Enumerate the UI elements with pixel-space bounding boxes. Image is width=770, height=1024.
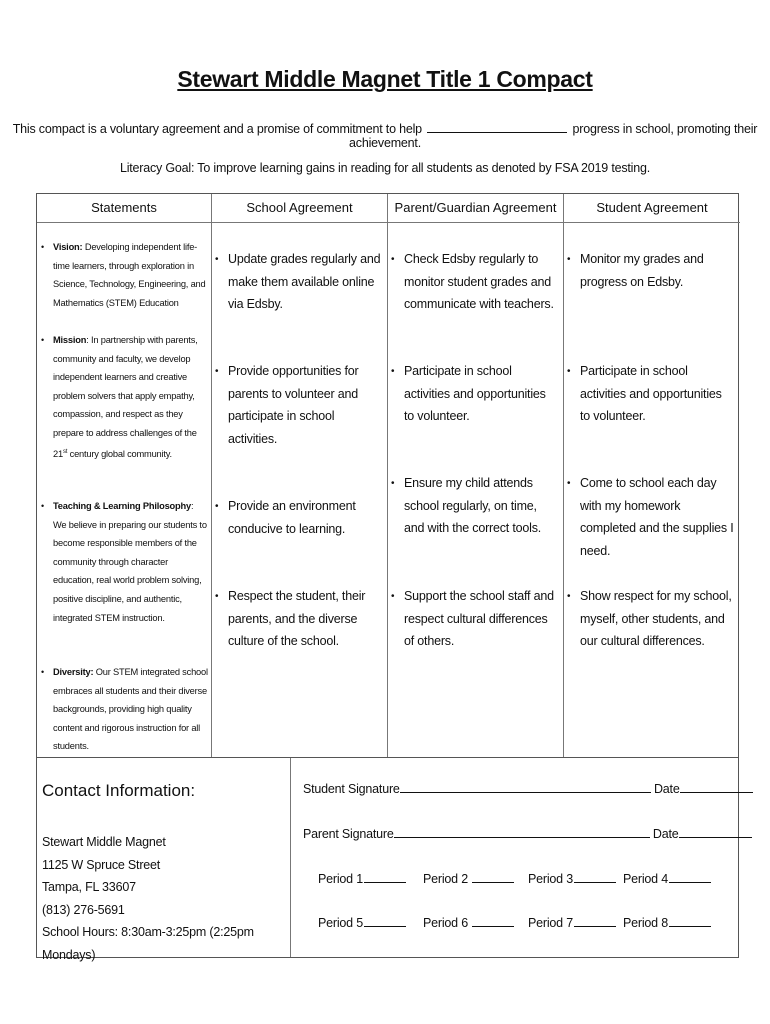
school-item <box>215 495 382 540</box>
period-8 <box>623 915 711 930</box>
teaching-text: : We believe in preparing our students to become responsible members of the community through character education, real world problem solving, positive discipline, and authentic, integrated STEM instruction. <box>53 501 207 623</box>
period-5-field[interactable] <box>364 915 406 927</box>
bullet-icon: • <box>391 591 395 602</box>
bullet-icon: • <box>391 254 395 265</box>
period-2-field[interactable] <box>472 871 514 883</box>
student-signature-row <box>303 781 753 796</box>
school-item <box>215 248 382 316</box>
school-phone: (813) 276-5691 <box>42 902 125 917</box>
contact-title: Contact Information: <box>42 781 196 800</box>
mission-text: : In partnership with parents, community and faculty, we develop independent learners and creative problem solvers that apply empathy, compassion, and respect as they prepare to address challenges of the 21st century global community. <box>53 335 198 459</box>
diversity-statement <box>41 663 208 756</box>
parent-item-text: Support the school staff and respect cultural differences of others. <box>404 589 554 648</box>
period-label: Period 7 <box>528 916 573 930</box>
bullet-icon: • <box>41 242 44 252</box>
bullet-icon: • <box>41 667 44 677</box>
intro-text <box>0 121 770 150</box>
student-item <box>567 472 734 562</box>
period-label: Period 8 <box>623 916 668 930</box>
bullet-icon: • <box>41 501 44 511</box>
bullet-icon: • <box>215 591 219 602</box>
bullet-icon: • <box>567 366 571 377</box>
student-signature-field[interactable] <box>400 781 651 793</box>
period-label: Period 3 <box>528 872 573 886</box>
parent-item <box>391 248 558 316</box>
school-item-text: Respect the student, their parents, and the diverse culture of the school. <box>228 589 366 648</box>
bullet-icon: • <box>215 254 219 265</box>
bullet-icon: • <box>215 366 219 377</box>
header-statements: Statements <box>37 194 211 223</box>
bullet-icon: • <box>391 478 395 489</box>
document-title: Stewart Middle Magnet Title 1 Compact <box>177 66 593 92</box>
parent-item-text: Check Edsby regularly to monitor student grades and communicate with teachers. <box>404 252 554 311</box>
student-item <box>567 585 734 653</box>
diversity-text: Our STEM integrated school embraces all students and their diverse backgrounds, providing high quality content and rigorous instruction for all students. <box>53 667 208 752</box>
school-street: 1125 W Spruce Street <box>42 857 161 872</box>
period-6 <box>423 915 514 930</box>
period-1 <box>318 871 406 886</box>
vision-label: Vision: <box>53 242 83 252</box>
date-label: Date <box>652 827 679 841</box>
teaching-label: Teaching & Learning Philosophy <box>53 501 191 511</box>
student-signature-label: Student Signature <box>303 782 400 796</box>
period-7-field[interactable] <box>574 915 616 927</box>
parent-item-text: Ensure my child attends school regularly, on time, and with the correct tools. <box>404 476 542 535</box>
period-label: Period 6 <box>423 916 468 930</box>
period-6-field[interactable] <box>472 915 514 927</box>
bullet-icon: • <box>391 366 395 377</box>
student-item-text: Come to school each day with my homework completed and the supplies I need. <box>580 476 734 558</box>
parent-date-field[interactable] <box>679 826 752 838</box>
mission-statement <box>41 331 208 463</box>
school-item <box>215 360 382 450</box>
vision-statement <box>41 238 208 312</box>
school-city: Tampa, FL 33607 <box>42 880 136 895</box>
parent-item <box>391 585 558 653</box>
student-item <box>567 360 734 428</box>
parent-item <box>391 472 558 540</box>
bullet-icon: • <box>567 254 571 265</box>
date-label: Date <box>653 782 680 796</box>
bullet-icon: • <box>41 335 44 345</box>
school-item-text: Update grades regularly and make them available online via Edsby. <box>228 252 381 311</box>
school-item <box>215 585 382 653</box>
student-date-field[interactable] <box>680 781 753 793</box>
student-item-text: Show respect for my school, myself, other students, and our cultural differences. <box>580 589 732 648</box>
compact-table <box>36 193 739 758</box>
contact-info <box>37 758 291 962</box>
parent-item <box>391 360 558 428</box>
school-hours: School Hours: 8:30am-3:25pm (2:25pm Mondays) <box>42 925 254 962</box>
period-2 <box>423 871 514 886</box>
vision-text: Developing independent life-time learners, through exploration in Science, Technology, Engineering, and Mathematics (STEM) Education <box>53 242 206 308</box>
parent-signature-field[interactable] <box>394 826 650 838</box>
period-label: Period 5 <box>318 916 363 930</box>
period-3 <box>528 871 616 886</box>
student-name-blank[interactable] <box>427 121 567 133</box>
school-name: Stewart Middle Magnet <box>42 835 166 849</box>
header-school: School Agreement <box>212 194 387 223</box>
intro-after: progress in school, promoting their achievement. <box>349 122 758 150</box>
school-item-text: Provide an environment conducive to learning. <box>228 499 356 536</box>
student-item <box>567 248 734 293</box>
period-4-field[interactable] <box>669 871 711 883</box>
intro-before: This compact is a voluntary agreement and a promise of commitment to help <box>12 122 422 136</box>
student-item-text: Monitor my grades and progress on Edsby. <box>580 252 704 289</box>
period-label: Period 1 <box>318 872 363 886</box>
student-column <box>564 194 740 757</box>
parent-signature-label: Parent Signature <box>303 827 394 841</box>
parent-signature-row <box>303 826 752 841</box>
teaching-statement <box>41 497 208 627</box>
header-parent: Parent/Guardian Agreement <box>388 194 563 223</box>
period-8-field[interactable] <box>669 915 711 927</box>
parent-item-text: Participate in school activities and opportunities to volunteer. <box>404 364 546 423</box>
period-4 <box>623 871 711 886</box>
school-column <box>212 194 388 757</box>
student-item-text: Participate in school activities and opportunities to volunteer. <box>580 364 722 423</box>
period-label: Period 2 <box>423 872 468 886</box>
mission-label: Mission <box>53 335 87 345</box>
contact-details <box>42 831 290 967</box>
period-1-field[interactable] <box>364 871 406 883</box>
bullet-icon: • <box>567 478 571 489</box>
bullet-icon: • <box>567 591 571 602</box>
literacy-goal: Literacy Goal: To improve learning gains in reading for all students as denoted by FSA 2019 testing. <box>119 161 651 175</box>
school-item-text: Provide opportunities for parents to volunteer and participate in school activities. <box>228 364 359 446</box>
header-student: Student Agreement <box>564 194 740 223</box>
period-3-field[interactable] <box>574 871 616 883</box>
period-label: Period 4 <box>623 872 668 886</box>
bullet-icon: • <box>215 501 219 512</box>
period-5 <box>318 915 406 930</box>
parent-column <box>388 194 564 757</box>
statements-column <box>37 194 212 757</box>
contact-section <box>36 758 739 962</box>
period-7 <box>528 915 616 930</box>
diversity-label: Diversity: <box>53 667 94 677</box>
